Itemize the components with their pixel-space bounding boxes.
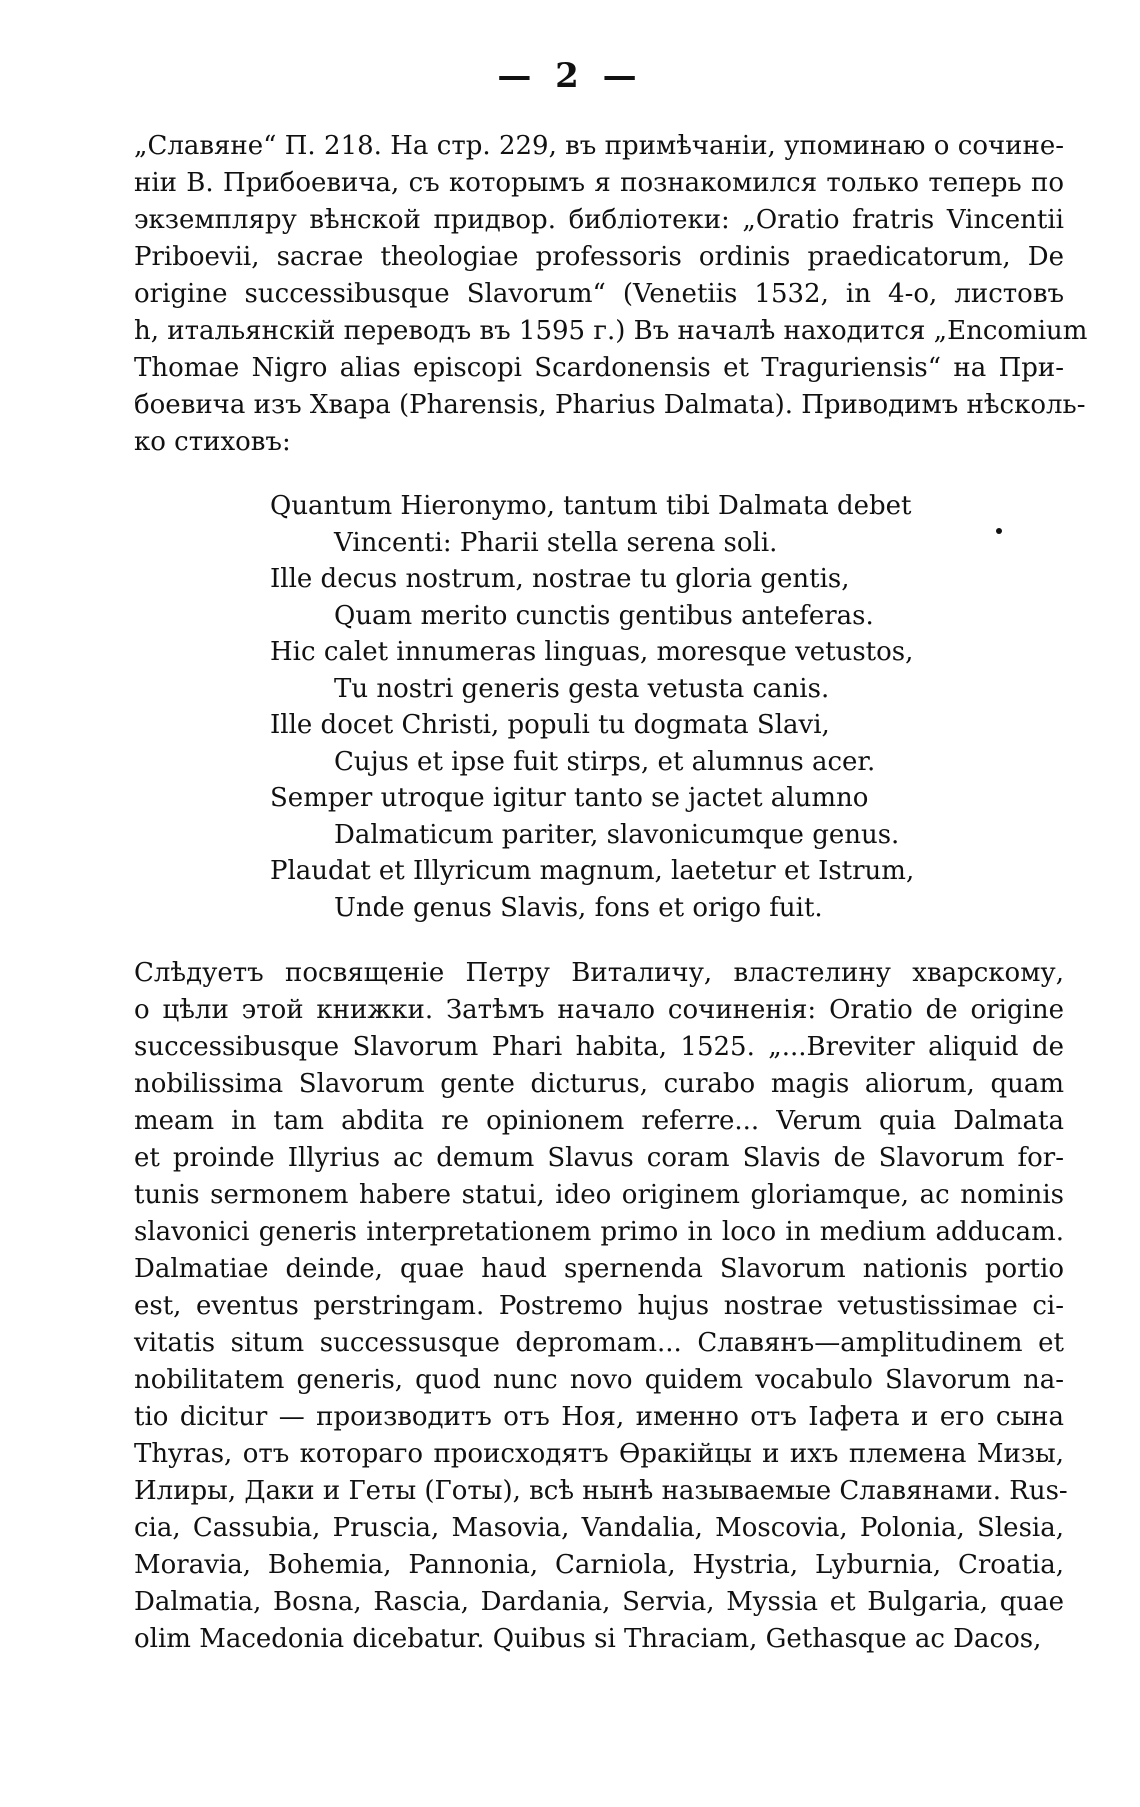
verse-block bbox=[270, 488, 950, 926]
verse-line: Tu nostri generis gesta vetusta canis. bbox=[334, 673, 830, 704]
verse-line: Quam merito cunctis gentibus anteferas. bbox=[334, 600, 874, 631]
text-line: meam in tam abdita re opinionem referre... Verum quia Dalmata bbox=[134, 1106, 1064, 1136]
verse-line: Dalmaticum pariter, slavonicumque genus. bbox=[334, 819, 900, 850]
text-line: ко стиховъ: bbox=[134, 427, 291, 457]
text-line: nobilitatem generis, quod nunc novo quidem vocabulo Slavorum na- bbox=[134, 1365, 1064, 1395]
text-line: ніи В. Прибоевича, съ которымъ я познакомился только теперь по bbox=[134, 168, 1064, 198]
text-line: Priboevii, sacrae theologiae professoris ordinis praedicatorum, De bbox=[134, 242, 1064, 272]
paragraph-intro bbox=[134, 128, 1088, 461]
text-line: Thomae Nigro alias episcopi Scardonensis et Traguriensis“ на При- bbox=[134, 353, 1064, 383]
text-line: successibusque Slavorum Phari habita, 1525. „...Breviter aliquid de bbox=[134, 1032, 1064, 1062]
paragraph-main bbox=[134, 955, 1068, 1658]
text-line: Dalmatia, Bosna, Rascia, Dardania, Servia, Myssia et Bulgaria, quae bbox=[134, 1587, 1064, 1617]
text-line: olim Macedonia dicebatur. Quibus si Thraciam, Gethasque ac Dacos, bbox=[134, 1624, 1042, 1654]
text-line: Dalmatiae deinde, quae haud spernenda Slavorum nationis portio bbox=[134, 1254, 1064, 1284]
text-line: vitatis situm successusque depromam... Славянъ—amplitudinem et bbox=[134, 1328, 1064, 1358]
text-line: et proinde Illyrius ac demum Slavus coram Slavis de Slavorum for- bbox=[134, 1143, 1064, 1173]
text-line: origine successibusque Slavorum“ (Venetiis 1532, in 4-o, листовъ bbox=[134, 279, 1064, 309]
text-line: tunis sermonem habere statui, ideo originem gloriamque, ac nominis bbox=[134, 1180, 1064, 1210]
verse-line: Cujus et ipse fuit stirps, et alumnus acer. bbox=[334, 746, 876, 777]
text-line: h, итальянскій переводъ въ 1595 г.) Въ началѣ находится „Encomium bbox=[134, 316, 1088, 346]
verse-line: Ille decus nostrum, nostrae tu gloria gentis, bbox=[270, 564, 850, 594]
text-line: est, eventus perstringam. Postremo hujus nostrae vetustissimae ci- bbox=[134, 1291, 1064, 1321]
text-line: cia, Cassubia, Pruscia, Masovia, Vandalia, Moscovia, Polonia, Slesia, bbox=[134, 1513, 1064, 1543]
text-line: nobilissima Slavorum gente dicturus, curabo magis aliorum, quam bbox=[134, 1069, 1064, 1099]
text-line: „Славяне“ П. 218. На стр. 229, въ примѣчаніи, упоминаю о сочине- bbox=[134, 131, 1064, 161]
text-line: боевича изъ Хвара (Pharensis, Pharius Dalmata). Приводимъ нѣсколь- bbox=[134, 390, 1086, 420]
text-line: tio dicitur — производитъ отъ Ноя, именно отъ Іафета и его сына bbox=[134, 1402, 1064, 1432]
text-line: экземпляру вѣнской придвор. библіотеки: „Oratio fratris Vincentii bbox=[134, 205, 1064, 235]
verse-line: Vincenti: Pharii stella serena soli. bbox=[334, 527, 778, 558]
verse-line: Semper utroque igitur tanto se jactet alumno bbox=[270, 783, 869, 813]
verse-line: Quantum Hieronymo, tantum tibi Dalmata debet bbox=[270, 491, 912, 521]
page-number: — 2 — bbox=[497, 56, 643, 96]
verse-line: Hic calet innumeras linguas, moresque vetustos, bbox=[270, 637, 914, 667]
text-line: о цѣли этой книжки. Затѣмъ начало сочиненія: Oratio de origine bbox=[134, 995, 1064, 1025]
text-line: Илиры, Даки и Геты (Готы), всѣ нынѣ называемые Славянами. Rus- bbox=[134, 1476, 1068, 1506]
verse-line: Ille docet Christi, populi tu dogmata Slavi, bbox=[270, 710, 830, 740]
text-line: Слѣдуетъ посвященіе Петру Виталичу, властелину хварскому, bbox=[134, 958, 1064, 988]
text-line: slavonici generis interpretationem primo in loco in medium adducam. bbox=[134, 1217, 1064, 1247]
text-line: Thyras, отъ котораго происходятъ Ѳракійцы и ихъ племена Мизы, bbox=[134, 1439, 1064, 1469]
stray-mark bbox=[996, 528, 1002, 534]
verse-line: Plaudat et Illyricum magnum, laetetur et Istrum, bbox=[270, 856, 915, 886]
verse-line: Unde genus Slavis, fons et origo fuit. bbox=[334, 892, 823, 923]
text-line: Moravia, Bohemia, Pannonia, Carniola, Hystria, Lyburnia, Croatia, bbox=[134, 1550, 1064, 1580]
